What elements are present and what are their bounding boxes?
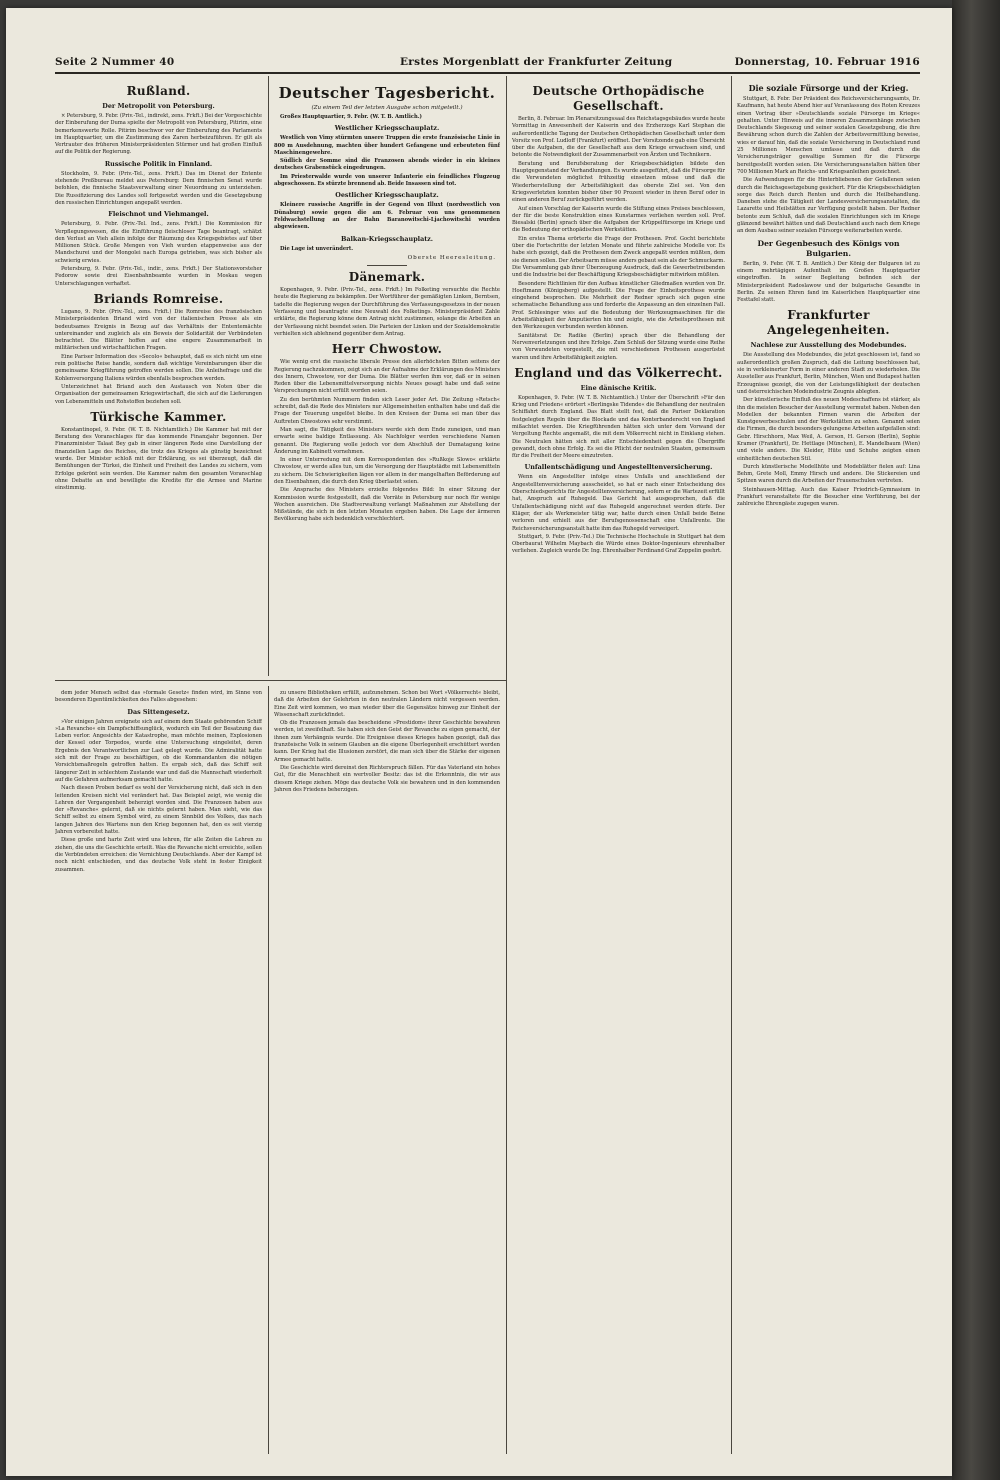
article-voelkerrecht: Kopenhagen, 9. Febr. (W. T. B. Nichtamtlich.) Unter der Überschrift »Für den Krieg und Frieden« erörtert »Berlingske Tidende« die Behandlung der neutralen Schiffahrt durch England. Das Blatt stellt fest, daß die Pariser Deklaration festgelegten Regeln über die Blockade und das Konterbanderecht von England mißachtet werden. Die Kriegführenden hätten sich unter dem Vorwand der Vergeltung Rechte angemaßt, die mit dem Völkerrecht nicht in Einklang stehen. Die Neutralen hätten sich mit aller Entschiedenheit gegen die Übergriffe gewandt, doch ohne Erfolg. Es sei die Pflicht der neutralen Staaten, gemeinsam für die Freiheit der Meere einzutreten. — [512, 394, 725, 460]
article-briand-3: Unterzeichnet hat Briand auch den Austausch von Noten über die Organisation der gemeinsamen Kriegswirtschaft, die sich auf die Lieferungen von Lebensmitteln und Rohstoffen beziehen soll. — [55, 383, 262, 405]
article-daenemark: Kopenhagen, 9. Febr. (Priv.-Tel., zens. Frkft.) Im Folketing versuchte die Rechte heute die Regierung zu bekämpfen. Der Wortführer der gemäßigten Linken, Berntsen, tadelte die Regierung wegen der Durchführung des Verfassungsgesetzes in der neuen Verfassung und beantragte eine Neuwahl des Folketings. Ministerpräsident Zahle erklärte, die Regierung könne dem Antrag nicht zustimmen, solange die Arbeiten an der Verfassung nicht beendet seien. Die Parteien der Linken und der Sozialdemokratie verhielten sich ablehnend gegenüber dem Antrag. — [274, 287, 500, 337]
article-finnland: Stockholm, 9. Febr. (Priv.-Tel., zens. Frkft.) Das im Dienst der Entente stehende Preßbureau meldet aus Petersburg: Dem finnischen Senat wurde befohlen, die finnische Staatsverwaltung einer Neuordnung zu unterziehen. Die Russifizierung des Landes soll fortgesetzt werden und die Gesetzgebung den russischen Einrichtungen angepaßt werden. — [55, 170, 262, 206]
heading-fuersorge: Die soziale Fürsorge und der Krieg. — [748, 83, 909, 93]
article-metropolit: × Petersburg, 9. Febr. (Priv.-Tel., indirekt, zens. Frkft.) Bei der Vorgeschichte der Einberufung der Duma spielte der Metropolit von Petersburg, Pitirim, eine bemerkenswerte Rolle. Pitirim beschwor vor der Einberufung des Parlaments im Hauptquartier, um die Zustimmung des Zaren herbeizuführen. Er gilt als Vertrauter des früheren Ministerpräsidenten Stürmer und hat großen Einfluß auf die Politik der Regierung. — [55, 113, 262, 156]
article-unfall: Wenn ein Angestellter infolge eines Unfalls und anschließend der Angestelltenversicherung ausscheidet, so hat er nach einer Entscheidung des Oberschiedsgerichts für Angestelltenversicherung, sofern er die Wartezeit erfüllt hat, Anspruch auf Ruhegeld. Das Gericht hat ausgesprochen, daß die Unfallentschädigung nicht auf das Ruhegeld angerechnet werden dürfe. Der Kläger, der als Werkmeister tätig war, hatte durch einen Unfall beide Beine verloren und erhielt aus der Berufsgenossenschaft eine Unfallrente. Die Reichsversicherungsanstalt hatte ihm das Ruhegeld verweigert. — [512, 474, 725, 532]
feuilleton-para-1: »Vor einigen Jahren ereignete sich auf einem dem Staate gehörenden Schiff »La Revanche« ein Dampfschiffsunglück, wodurch ein Teil der Besatzung das Leben verlor. Angesichts der Katastrophe, man möchte meinen, Explosionen der Kessel oder Torpedos, wurde eine Untersuchung eingeleitet, deren Ergebnis den Verantwortlichen zur Last gelegt wurde. Die Admiralität hatte sich mit der Frage zu beschäftigen, ob die Kommandanten die nötigen Vorsichtsmaßregeln getroffen hatten. Es ergab sich, daß das Schiff seit längerer Zeit in schlechtem Zustande war und daß die Mannschaft wiederholt auf die Gefahren aufmerksam gemacht hatte. — [55, 718, 262, 783]
heading-briand: Briands Romreise. — [93, 291, 224, 306]
article-chwostow-4: In einer Unterredung mit dem Korrespondenten des »Rußkoje Slowo« erklärte Chwostow, er werde alles tun, um die Versorgung der Hauptstädte mit Lebensmitteln zu sichern. Die Schwierigkeiten lägen vor allem in der mangelhaften Beförderung auf den Eisenbahnen, die durch den Krieg überlastet seien. — [274, 457, 500, 485]
article-bulgarien: Berlin, 9. Febr. (W. T. B. Amtlich.) Der König der Bulgaren ist zu einem mehrtägigen Aufenthalt im Großen Hauptquartier eingetroffen. In seiner Begleitung befinden sich der Ministerpräsident Radoslawow und der bulgarische Gesandte in Berlin. Zu seinen Ehren fand im Kaiserlichen Hauptquartier eine Festtafel statt. — [737, 260, 920, 304]
heading-tuerkische-kammer: Türkische Kammer. — [90, 409, 227, 424]
column-fuersorge — [737, 80, 920, 1454]
heading-chwostow: Herr Chwostow. — [331, 342, 443, 357]
subheading-balkan: Balkan-Kriegsschauplatz. — [340, 234, 434, 243]
column-russia — [55, 80, 262, 676]
article-orthopaedie-2: Beratung und Berufsberatung der Kriegsbeschädigten bildete den Hauptgegenstand der Verhandlungen. Es wurde ausgeführt, daß die Fürsorge für die Verwundeten möglichst frühzeitig einsetzen müsse und daß die Wiederherstellung der Arbeitsfähigkeit das oberste Ziel sei. Von den Kriegsverletzten konnten bisher über 90 Prozent wieder in ihren Beruf oder in einen anderen Beruf zurückgeführt werden. — [512, 160, 725, 204]
header-page-number: Seite 2 Nummer 40 — [55, 56, 175, 68]
column-rule-lower — [268, 686, 269, 1454]
tagesbericht-note: (Zu einem Teil der letzten Ausgabe schon mitgeteilt.) — [311, 105, 463, 111]
heading-voelkerrecht: England und das Völkerrecht. — [514, 365, 723, 380]
column-rule-2 — [506, 76, 507, 1454]
subheading-westlich: Westlicher Kriegsschauplatz. — [334, 124, 440, 133]
subheading-fleischnot: Fleischnot und Viehmangel. — [108, 210, 209, 219]
article-westlich-2: Südlich der Somme sind die Franzosen abends wieder in ein kleines deutsches Grabenstück eingedrungen. — [274, 158, 500, 172]
article-orthopaedie-1: Berlin, 8. Februar. Im Plenarsitzungssaal des Reichstagsgebäudes wurde heute Vormittag in Anwesenheit der Kaiserin und des Erzherzogs Karl Stephan die außerordentliche Tagung der Deutschen Orthopädischen Gesellschaft unter dem Vorsitz von Prof. Ludloff (Frankfurt) eröffnet. Der Vorsitzende gab eine Übersicht über die Aufgaben, die der Gesellschaft aus dem Kriege erwachsen sind, und betonte die Notwendigkeit der Zusammenarbeit von Ärzten und Technikern. — [512, 116, 725, 159]
feuilleton-intro: dem jeder Mensch selbst das »formale Gesetz« finden wird, im Sinne von besonderen Eigentümlichkeiten des Falles abgesehen: — [55, 690, 262, 704]
feuilleton-para-5: Ob die Franzosen jemals das bescheidene »Prestidom« ihrer Geschichte bewahren werden, ist zweifelhaft. Sie haben sich den Geist der Revanche zu eigen gemacht, der ihnen zum Verhängnis wurde. Die Ereignisse dieses Krieges haben gezeigt, daß das französische Volk in seinem Glauben an die eigene Überlegenheit erschüttert werden kann. Der Krieg hat die Illusionen zerstört, die man sich über die Stärke der eigenen Armee gemacht hatte. — [274, 720, 500, 763]
scan-edge — [952, 0, 1000, 1480]
article-fuersorge-1: Stuttgart, 8. Febr. Der Präsident des Reichsversicherungsamts, Dr. Kaufmann, hat heute Abend hier auf Veranlassung des Roten Kreuzes einen Vortrag über »Deutschlands soziale Fürsorge im Kriege« gehalten. Unter Hinweis auf die inneren Zusammenhänge zwischen Deutschlands Siegeszug und seiner sozialen Gesetzgebung, die ihre Bewährung schon durch die Zahlen der Arbeitsvermittlung beweise, wies er darauf hin, daß die soziale Versicherung in Deutschland rund 25 Millionen Menschen umfasse und daß durch die Versicherungsträger gewaltige Summen für die Fürsorge bereitgestellt worden seien. Die Versicherungsanstalten hätten über 700 Millionen Mark an Reichs- und Kriegsanleihen gezeichnet. — [737, 96, 920, 175]
column-orthopaedie — [512, 80, 725, 1454]
subheading-metropolit: Der Metropolit von Petersburg. — [102, 102, 215, 110]
article-chwostow-5: Die Ansprache des Ministers erzielte folgendes Bild: In einer Sitzung der Kommission wurde festgestellt, daß die Vorräte in Petersburg nur noch für wenige Wochen ausreichen. Die Stadtverwaltung verlangt Maßnahmen zur Abstellung der Mißstände, die sich in den letzten Monaten ergeben haben. Die Lage der ärmeren Bevölkerung habe sich bedenklich verschlechtert. — [274, 487, 500, 523]
article-stuttgart-hochschule: Stuttgart, 9. Febr. (Priv.-Tel.) Die Technische Hochschule in Stuttgart hat dem Oberbaurat Wilhelm Maybach die Würde eines Doktor-Ingenieurs ehrenhalber verliehen. Zugleich wurde Dr. Ing. Ehrenhalber Ferdinand Graf Zeppelin geehrt. — [512, 533, 725, 555]
article-balkan: Die Lage ist unverändert. — [280, 245, 354, 252]
article-westlich-3: Im Priesterwalde wurde von unserer Infanterie ein feindliches Flugzeug abgeschossen. Es stürzte brennend ab. Beide Insassen sind tot. — [274, 173, 500, 188]
header-date: Donnerstag, 10. Februar 1916 — [734, 56, 920, 68]
header-rule — [55, 72, 920, 74]
short-rule — [367, 265, 407, 266]
header-masthead: Erstes Morgenblatt der Frankfurter Zeitung — [400, 56, 673, 68]
subheading-modebund: Nachlese zur Ausstellung des Modebundes. — [750, 341, 907, 350]
article-fuersorge-2: Die Aufwendungen für die Hinterbliebenen der Gefallenen seien durch die Reichsgesetzgebung gesichert. Für die Kriegsbeschädigten sorge das Reich durch Renten und durch die Heilbehandlung. Daneben stehe die Tätigkeit der Landesversicherungsanstalten, die Lazarette und Heilstätten zur Verfügung gestellt haben. Der Redner betonte zum Schluß, daß die sozialen Einrichtungen sich im Kriege glänzend bewährt hätten und daß Deutschland auch nach dem Kriege an dem Ausbau seiner sozialen Fürsorge weiterarbeiten werde. — [737, 177, 920, 235]
subheading-oestlich: Oestlicher Kriegsschauplatz. — [335, 191, 439, 200]
subheading-finnland: Russische Politik in Finnland. — [104, 159, 213, 168]
article-orthopaedie-6: Sanitätsrat Dr. Radike (Berlin) sprach über die Behandlung der Nervenverletzungen und ihre Erfolge. Zum Schluß der Sitzung wurde eine Reihe von Verwundeten vorgestellt, die mit verschiedenen Prothesen ausgerüstet waren und ihre Arbeitsfähigkeit zeigten. — [512, 332, 725, 361]
feuilleton-para-3: Diese große und harte Zeit wird uns lehren, für alle Zeiten die Lehren zu ziehen, die uns die Geschichte erteilt. Was die Revanche nicht erreichte, sollen die Verbündeten erreichen: die Vernichtung Deutschlands. Aber der Kampf ist noch nicht entschieden, und das deutsche Volk steht in fester Einigkeit zusammen. — [55, 837, 262, 873]
heading-russland: Rußland. — [126, 84, 191, 98]
subheading-voelkerrecht: Eine dänische Kritik. — [580, 383, 657, 392]
column-tagesbericht — [274, 80, 500, 676]
column-feuilleton-right — [274, 690, 500, 1454]
feuilleton-para-6: Die Geschichte wird dereinst den Richterspruch fällen. Für das Vaterland ein hohes Gut, für die Menschheit ein wertvoller Besitz: das ist die Erkenntnis, die wir aus diesem Kriege ziehen. Möge das deutsche Volk sie bewahren und in den kommenden Jahren des Friedens beherzigen. — [274, 764, 500, 793]
article-oestlich: Kleinere russische Angriffe in der Gegend von Illuxt (nordwestlich von Dünaburg) sowie gegen die am 6. Februar von uns genommenen Feldwachstellung an der Bahn Baranowitschi-Ljachowitschi wurden abgewiesen. — [274, 202, 500, 231]
heading-bulgarien: Der Gegenbesuch des Königs von Bulgarien. — [757, 238, 900, 258]
article-chwostow-3: Man sagt, die Tätigkeit des Ministers werde sich dem Ende zuneigen, und man erwarte seine baldige Entlassung. Als Nachfolger werden verschiedene Namen genannt. Die Regierung wolle jedoch vor dem Abschluß der Dumatagung keine Änderung im Kabinett vornehmen. — [274, 426, 500, 455]
article-westlich-1: Westlich von Vimy stürmten unsere Truppen die erste französische Linie in 800 m Ausdehnung, machten über hundert Gefangene und erbeuteten fünf Maschinengewehre. — [274, 135, 500, 156]
feuilleton-sittengesetz: Das Sittengesetz. — [127, 707, 190, 716]
feuilleton-para-4: zu unsere Bibliotheken erfüllt, aufzunehmen. Schon bei Wort »Völkerrecht« bleibt, daß die Arbeiten der Gelehrten in den neutralen Ländern nicht vergessen werden. Eine Zeit wird kommen, wo man wieder über die Gegensätze hinweg zur Einheit der Wissenschaft zurückfindet. — [274, 690, 500, 718]
article-modebund-2: Der künstlerische Einfluß des neuen Modeschaffens ist stärker, als ihn die meisten Besucher der Ausstellung vermutet haben. Neben den Modellen der bekannten Firmen waren die Arbeiten der Kunstgewerbeschulen und der Werkstätten zu sehen. Genannt seien die Firmen, die durch besonders gelungene Arbeiten aufgefallen sind: Gebr. Hirschhorn, Max Weil, A. Gerson, H. Gerson (Berlin), Sophie Kramer (Frankfurt), Dr. Hettlage (München), E. Mandelbaum (Wien) und viele andere. Die Kleider, Hüte und Schuhe zeigten einen einheitlichen deutschen Stil. — [737, 397, 920, 462]
page-header — [55, 54, 920, 70]
article-chwostow-2: Zu den berühmten Nummern finden sich Leser jeder Art. Die Zeitung »Retsch« schreibt, daß die Rede des Ministers nur Allgemeinheiten enthalten habe und daß die Frage der Teuerung ungelöst bleibe. In den Kreisen der Duma sei man über das Auftreten Chwostows sehr verstimmt. — [274, 396, 500, 425]
article-orthopaedie-3: Auf einen Vorschlag der Kaiserin wurde die Stiftung eines Preises beschlossen, der für die beste Konstruktion eines Kunstarmes verliehen werden soll. Prof. Biesalski (Berlin) sprach über die Aufgaben der Krüppelfürsorge im Kriege und die Bedeutung der orthopädischen Werkstätten. — [512, 205, 725, 234]
heading-orthopaedie: Deutsche Orthopädische Gesellschaft. — [532, 84, 705, 113]
heading-frankfurt: Frankfurter Angelegenheiten. — [767, 308, 890, 338]
article-briand-2: Eine Pariser Information des »Secolo« behauptet, daß es sich nicht um eine rein politische Reise handle, sondern daß wichtige Vereinbarungen über die gemeinsame Kriegführung getroffen werden sollen. Die Anleihefrage und die Kohlenversorgung Italiens würden ebenfalls besprochen werden. — [55, 353, 262, 382]
column-rule-1 — [268, 76, 269, 676]
article-orthopaedie-4: Ein erstes Thema erörterte die Frage der Prothesen. Prof. Gocht berichtete über die Fortschritte der letzten Monate und führte zahlreiche Modelle vor. Es habe sich gezeigt, daß die Prothesen dem Zweck angepaßt werden müßten, dem sie dienen sollen. Der Arbeitsarm müsse anders gebaut sein als der Schmuckarm. Die Versammlung gab ihrer Überzeugung Ausdruck, daß die Gewerbetreibenden und die Industrie bei der Beschäftigung Kriegsbeschädigter mitwirken müßten. — [512, 235, 725, 279]
column-feuilleton-left — [55, 690, 262, 1454]
heeresleitung-signature: Oberste Heeresleitung. — [407, 254, 496, 261]
article-modebund-1: Die Ausstellung des Modebundes, die jetzt geschlossen ist, fand so außerordentlich großen Zuspruch, daß die Leitung beschlossen hat, sie in verkleinerter Form in einer anderen Stadt zu wiederholen. Die Aussteller aus Frankfurt, Berlin, München, Wien und Budapest hatten Erzeugnisse gezeigt, die von der Leistungsfähigkeit der deutschen und österreichischen Modeindustrie Zeugnis ablegten. — [737, 352, 920, 395]
article-orthopaedie-5: Besondere Richtlinien für den Aufbau künstlicher Gliedmaßen wurden von Dr. Hoeftmann (Königsberg) aufgestellt. Die Frage der Einheitsprothese wurde eingehend besprochen. Die Mehrheit der Redner sprach sich gegen eine schematische Behandlung aus und forderte die Anpassung an den einzelnen Fall. Prof. Schlesinger wies auf die Bedeutung der Werkzeugmaschinen für die Arbeitsfähigkeit der Amputierten hin und zeigte, wie die Arbeitsprothesen mit den Werkzeugen verbunden werden können. — [512, 280, 725, 331]
heading-daenemark: Dänemark. — [348, 270, 426, 285]
article-fleischnot: Petersburg, 9. Febr. (Priv.-Tel. Ind., zens. Frkft.) Die Kommission für Verpflegungswesen, die die Einführung fleischloser Tage beantragt, schätzt den Verlust an Vieh allein infolge der Räumung des Kriegsgebietes auf über Millionen Stück. Große Mengen von Vieh wurden etappenweise aus der Mandschurei und der Mongolei nach Europa getrieben, was sich bisher als schwierig erwies. — [55, 221, 262, 264]
article-briand-1: Lugano, 9. Febr. (Priv.-Tel., zens. Frkft.) Die Romreise des französischen Ministerpräsidenten Briand wird von der italienischen Presse als ein bedeutsames Ereignis in Bezug auf das Verhältnis der Ententemächte untereinander und zugleich als ein Beweis der Solidarität der Verbündeten betrachtet. Die Blätter hoffen auf eine engere Zusammenarbeit in militärischen und wirtschaftlichen Fragen. — [55, 308, 262, 352]
article-modebund-3: Durch künstlerische Modellhüte und Modeblätter fielen auf: Lina Behm, Grete Moll, Emmy Hirsch und andere. Die Stickereien und Spitzen waren durch die Arbeiten der Frauenschulen vertreten. — [737, 463, 920, 485]
article-chwostow-1: Wie wenig erst die russische liberale Presse den allerhöchsten Bitten seitens der Regierung nachzukommen, zeigt sich an der Aufnahme der Erklärungen des Ministers des Innern, Chwostow, vor der Duma. Die Blätter werfen ihm vor, daß er in seinen Reden über die Lebensmittelversorgung nichts Neues gesagt habe und daß seine Versprechungen nicht erfüllt worden seien. — [274, 359, 500, 395]
heading-tagesbericht: Deutscher Tagesbericht. — [278, 84, 496, 102]
feuilleton-para-2: Nach diesen Proben bedarf es wohl der Versicherung nicht, daß sich in den leitenden Kreisen nicht viel verändert hat. Das Beispiel zeigt, wie wenig die Lehren der Vergangenheit beherzigt worden sind. Die Franzosen haben aus der »Revanche« gelernt, daß sie nichts gelernt haben. Man sieht, wie das Schiff selbst zu einem Symbol wird, zu einem Sinnbild des Volkes, das nach langen Jahren des Wartens nun den Krieg begonnen hat, den es seit vierzig Jahren vorbereitet hatte. — [55, 785, 262, 836]
section-separator — [55, 680, 506, 681]
article-stationsvorsteher: Petersburg, 9. Febr. (Priv.-Tel., indir., zens. Frkft.) Der Stationsvorsteher Fedorow sowie drei Eisenbahnbeamte wurden in Moskau wegen Unterschlagungen verhaftet. — [55, 266, 262, 287]
subheading-unfall: Unfallentschädigung und Angestelltenversicherung. — [524, 463, 713, 472]
column-rule-3 — [731, 76, 732, 1454]
article-steinhausen: Steinhausen-Mittag. Auch das Kaiser Friedrich-Gymnasium in Frankfurt veranstaltete für die Besucher eine Vorführung, bei der zahlreiche Ehrengäste zugegen waren. — [737, 486, 920, 508]
tagesbericht-dateline: Großes Hauptquartier, 9. Febr. (W. T. B. Amtlich.) — [280, 114, 423, 120]
article-tuerkische-kammer: Konstantinopel, 9. Febr. (W. T. B. Nichtamtlich.) Die Kammer hat mit der Beratung des Voranschlages für das kommende Finanzjahr begonnen. Der Finanzminister Talaat Bey gab in einer längeren Rede eine Darstellung der finanziellen Lage des Reiches, die trotz des Krieges als günstig bezeichnet wurde. Der Minister schloß mit der Erklärung, es sei überzeugt, daß die Bemühungen der Türkei, die Einheit und Freiheit des Landes zu sichern, vom Erfolge gekrönt sein werden. Die Kammer nahm den gesamten Voranschlag ohne Debatte an und bewilligte die Kredite für die Armee und Marine einstimmig. — [55, 426, 262, 492]
